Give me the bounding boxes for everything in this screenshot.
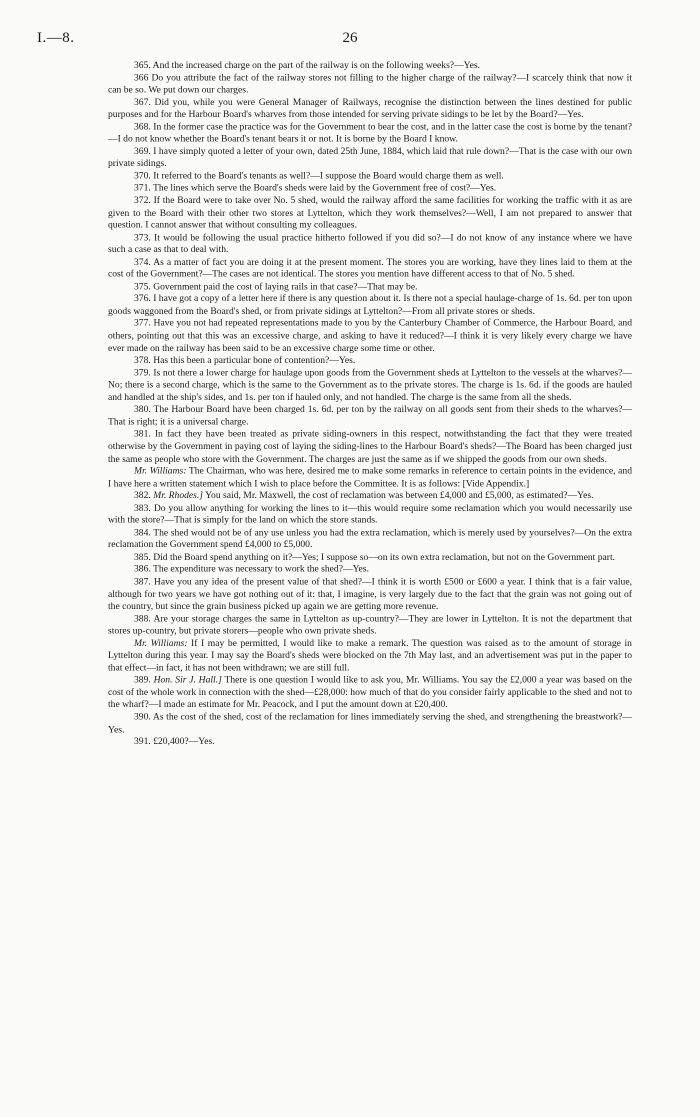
question-number: 385. bbox=[134, 551, 151, 563]
paragraph-text: Did you, while you were General Manager of Railways, recognise the distinction between the lines destined for public purposes and for the Harbour Board's wharves from those intended for serving private sidings to be let by the Board?—Yes. bbox=[108, 96, 632, 120]
evidence-paragraph bbox=[108, 675, 632, 712]
evidence-paragraph bbox=[108, 60, 632, 72]
evidence-paragraph bbox=[108, 638, 632, 675]
evidence-paragraph bbox=[108, 736, 632, 748]
evidence-paragraph bbox=[108, 355, 632, 367]
paragraph-text: As the cost of the shed, cost of the reclamation for lines immediately serving the shed, and strengthening the breastwork?—Yes. bbox=[108, 711, 632, 735]
evidence-paragraph bbox=[108, 466, 632, 491]
question-number: 391. bbox=[134, 736, 151, 748]
question-number: 388. bbox=[134, 613, 151, 625]
evidence-paragraph bbox=[108, 367, 632, 404]
question-number: 381. bbox=[134, 428, 151, 440]
question-number: 378. bbox=[134, 355, 151, 366]
question-number: 369. bbox=[134, 146, 151, 157]
evidence-paragraph bbox=[108, 146, 632, 171]
paragraph-text: The Chairman, who was here, desired me to make some remarks in reference to certain points in the evidence, and I have here a written statement which I wish to place before the Committee. It is as follows: [Vide Appendix.] bbox=[108, 465, 632, 489]
question-number: 375. bbox=[134, 281, 151, 293]
evidence-paragraph bbox=[108, 552, 632, 564]
page-number: 26 bbox=[342, 30, 358, 46]
evidence-paragraph bbox=[108, 183, 632, 195]
question-number: 387. bbox=[134, 576, 151, 588]
question-number: 365. bbox=[134, 60, 151, 71]
question-number: 377. bbox=[134, 318, 151, 329]
question-number: 370. bbox=[134, 170, 151, 182]
evidence-paragraph bbox=[108, 72, 632, 97]
evidence-paragraph bbox=[108, 613, 632, 638]
question-number: 372. bbox=[134, 195, 151, 207]
speaker-name: Mr. Williams: bbox=[134, 465, 187, 477]
paragraph-text: I have simply quoted a letter of your own, dated 25th June, 1884, which laid that rule down?—That is the case with our own private sidings. bbox=[108, 146, 632, 170]
paragraph-text: As a matter of fact you are doing it at the present moment. The stores you are working, have they lines laid to them at the cost of the Government?—The cases are not identical. The stores you mention have different access to that of No. 5 shed. bbox=[108, 256, 633, 280]
question-number: 390. bbox=[134, 711, 151, 723]
evidence-paragraph bbox=[108, 257, 632, 282]
evidence-paragraph bbox=[108, 404, 632, 429]
paragraph-text: You said, Mr. Maxwell, the cost of reclamation was between £4,000 and £5,000, as estimated?—Yes. bbox=[205, 490, 594, 502]
paragraph-text: Has this been a particular bone of contention?—Yes. bbox=[153, 355, 356, 366]
evidence-paragraph bbox=[108, 527, 632, 552]
paragraph-text: And the increased charge on the part of the railway is on the following weeks?—Yes. bbox=[152, 60, 481, 71]
question-number: 374. bbox=[134, 256, 151, 268]
speaker-name: Mr. Williams: bbox=[134, 637, 188, 649]
evidence-paragraph bbox=[108, 564, 632, 576]
speaker-name: Mr. Rhodes.] bbox=[153, 490, 204, 502]
evidence-paragraph bbox=[108, 294, 632, 319]
paragraph-text: It referred to the Board's tenants as well?—I suppose the Board would charge them as well. bbox=[153, 170, 504, 182]
paragraph-text: Did the Board spend anything on it?—Yes; I suppose so—on its own extra reclamation, but not on the Government part. bbox=[153, 551, 616, 563]
evidence-paragraph bbox=[108, 712, 632, 737]
question-number: 366 bbox=[134, 72, 149, 84]
question-number: 383. bbox=[134, 502, 151, 514]
evidence-paragraph bbox=[108, 195, 632, 232]
paragraph-text: Do you attribute the fact of the railway stores not filling to the higher charge of the railway?—I scarcely think that now it can be so. We put down our charges. bbox=[108, 72, 632, 96]
paragraph-text: If I may be permitted, I would like to make a remark. The question was raised as to the amount of storage in Lyttelton during this year. I may say the Board's sheds were blocked on the 7th May last, and an advertisement was put in the paper to that effect—in fact, it has not been withdrawn; we are still full. bbox=[108, 637, 632, 674]
evidence-paragraph bbox=[108, 281, 632, 293]
question-number: 371. bbox=[134, 182, 151, 194]
question-number: 386. bbox=[134, 564, 151, 575]
paragraph-text: It would be following the usual practice hitherto followed if you did so?—I do not know of any instance where we have such a case as that to deal with. bbox=[108, 232, 632, 256]
speaker-name: Hon. Sir J. Hall.] bbox=[153, 674, 222, 686]
paragraph-text: If the Board were to take over No. 5 shed, would the railway afford the same facilities for working the traffic with it as are given to the Board with their other two stores at Lyttelton, which they work themselves?—Well, I am not prepared to answer that question. I cannot answer that without consulting my colleagues. bbox=[108, 195, 632, 231]
question-number: 380. bbox=[134, 404, 151, 416]
paragraph-text: In the former case the practice was for the Government to bear the cost, and in the latter case the cost is borne by the tenant?—I do not know whether the Board's tenant bears it or not. It is borne by the Board I know. bbox=[108, 121, 632, 145]
paragraph-text: Have you not had repeated representations made to you by the Canterbury Chamber of Commerce, the Harbour Board, and others, pointing out that this was an excessive charge, and asking to have it reduced?—I think it is very likely every charge we have ever made on the railway has been said to be an excessive charge some time or other. bbox=[108, 318, 632, 354]
question-number: 389. bbox=[134, 674, 151, 686]
evidence-paragraph bbox=[108, 121, 632, 146]
paragraph-text: I have got a copy of a letter here if there is any question about it. Is there not a special haulage-charge of 1s. 6d. per ton upon goods waggoned from the Board's shed, or from private sidings at Lyttelton?—From all private stores or sheds. bbox=[108, 293, 633, 317]
question-number: 382. bbox=[134, 490, 151, 502]
paragraph-text: In fact they have been treated as private siding-owners in this respect, notwithstanding the fact that they were treated otherwise by the Government in paying cost of laying the siding-lines to the Harbour Board's sheds?—The Board has been charged just the same as people who store with the Government. The charges are just the same as if we shipped the goods from our own sheds. bbox=[108, 428, 632, 465]
paragraph-text: Have you any idea of the present value of that shed?—I think it is worth £500 or £600 a year. I think that is a fair value, although for two years we have got nothing out of it: that, I imagine, is very largely due to the fact that the grain was not going out of the country, but since the grain business picked up again we are getting more revenue. bbox=[108, 576, 632, 612]
paragraph-text: £20,400?—Yes. bbox=[153, 736, 215, 748]
question-number: 379. bbox=[134, 367, 151, 379]
evidence-text bbox=[108, 60, 632, 749]
evidence-paragraph bbox=[108, 490, 632, 502]
page-header bbox=[37, 30, 663, 50]
question-number: 376. bbox=[134, 293, 151, 305]
evidence-paragraph bbox=[108, 232, 632, 257]
paragraph-text: Are your storage charges the same in Lyttelton as up-country?—They are lower in Lyttelton. It is not the department that stores up-country, but private storers—people who own private sheds. bbox=[108, 613, 632, 637]
evidence-paragraph bbox=[108, 503, 632, 528]
evidence-paragraph bbox=[108, 429, 632, 466]
evidence-paragraph bbox=[108, 171, 632, 183]
paragraph-text: Is not there a lower charge for haulage upon goods from the Government sheds at Lyttelton to the vessels at the wharves?—No; there is a second charge, which is the same to the Government as to the private stores. The charge is 1s. 6d. if the goods are hauled and handled at the ship's sides, and 1s. per ton if hauled only, and not handled. The charge is the same from all the sheds. bbox=[108, 367, 632, 403]
evidence-paragraph bbox=[108, 97, 632, 122]
paragraph-text: Government paid the cost of laying rails in that case?—That may be. bbox=[153, 281, 418, 293]
question-number: 368. bbox=[134, 121, 151, 133]
question-number: 373. bbox=[134, 232, 151, 243]
paragraph-text: The expenditure was necessary to work the shed?—Yes. bbox=[153, 564, 369, 575]
paragraph-text: Do you allow anything for working the lines to it—this would require some reclamation which you would necessarily use with the store?—That is simply for the land on which the store stands. bbox=[108, 502, 632, 526]
evidence-paragraph bbox=[108, 318, 632, 355]
evidence-paragraph bbox=[108, 576, 632, 613]
question-number: 367. bbox=[134, 96, 151, 108]
paragraph-text: The lines which serve the Board's sheds were laid by the Government free of cost?—Yes. bbox=[153, 182, 497, 194]
paragraph-text: The Harbour Board have been charged 1s. 6d. per ton by the railway on all goods sent from their sheds to the wharves?—That is right; it is a universal charge. bbox=[108, 404, 632, 428]
question-number: 384. bbox=[134, 527, 151, 539]
paragraph-text: The shed would not be of any use unless you had the extra reclamation, which is merely used by yourselves?—On the extra reclamation the Government spend £4,000 to £5,000. bbox=[108, 527, 632, 551]
paragraph-text: There is one question I would like to ask you, Mr. Williams. You say the £2,000 a year was based on the cost of the whole work in connection with the shed—£28,000: how much of that do you consider fairly applicable to the shed and not to the wharf?—I made an estimate for Mr. Peacock, and I put the amount down at £20,400. bbox=[108, 674, 632, 711]
document-reference: I.—8. bbox=[37, 30, 75, 46]
